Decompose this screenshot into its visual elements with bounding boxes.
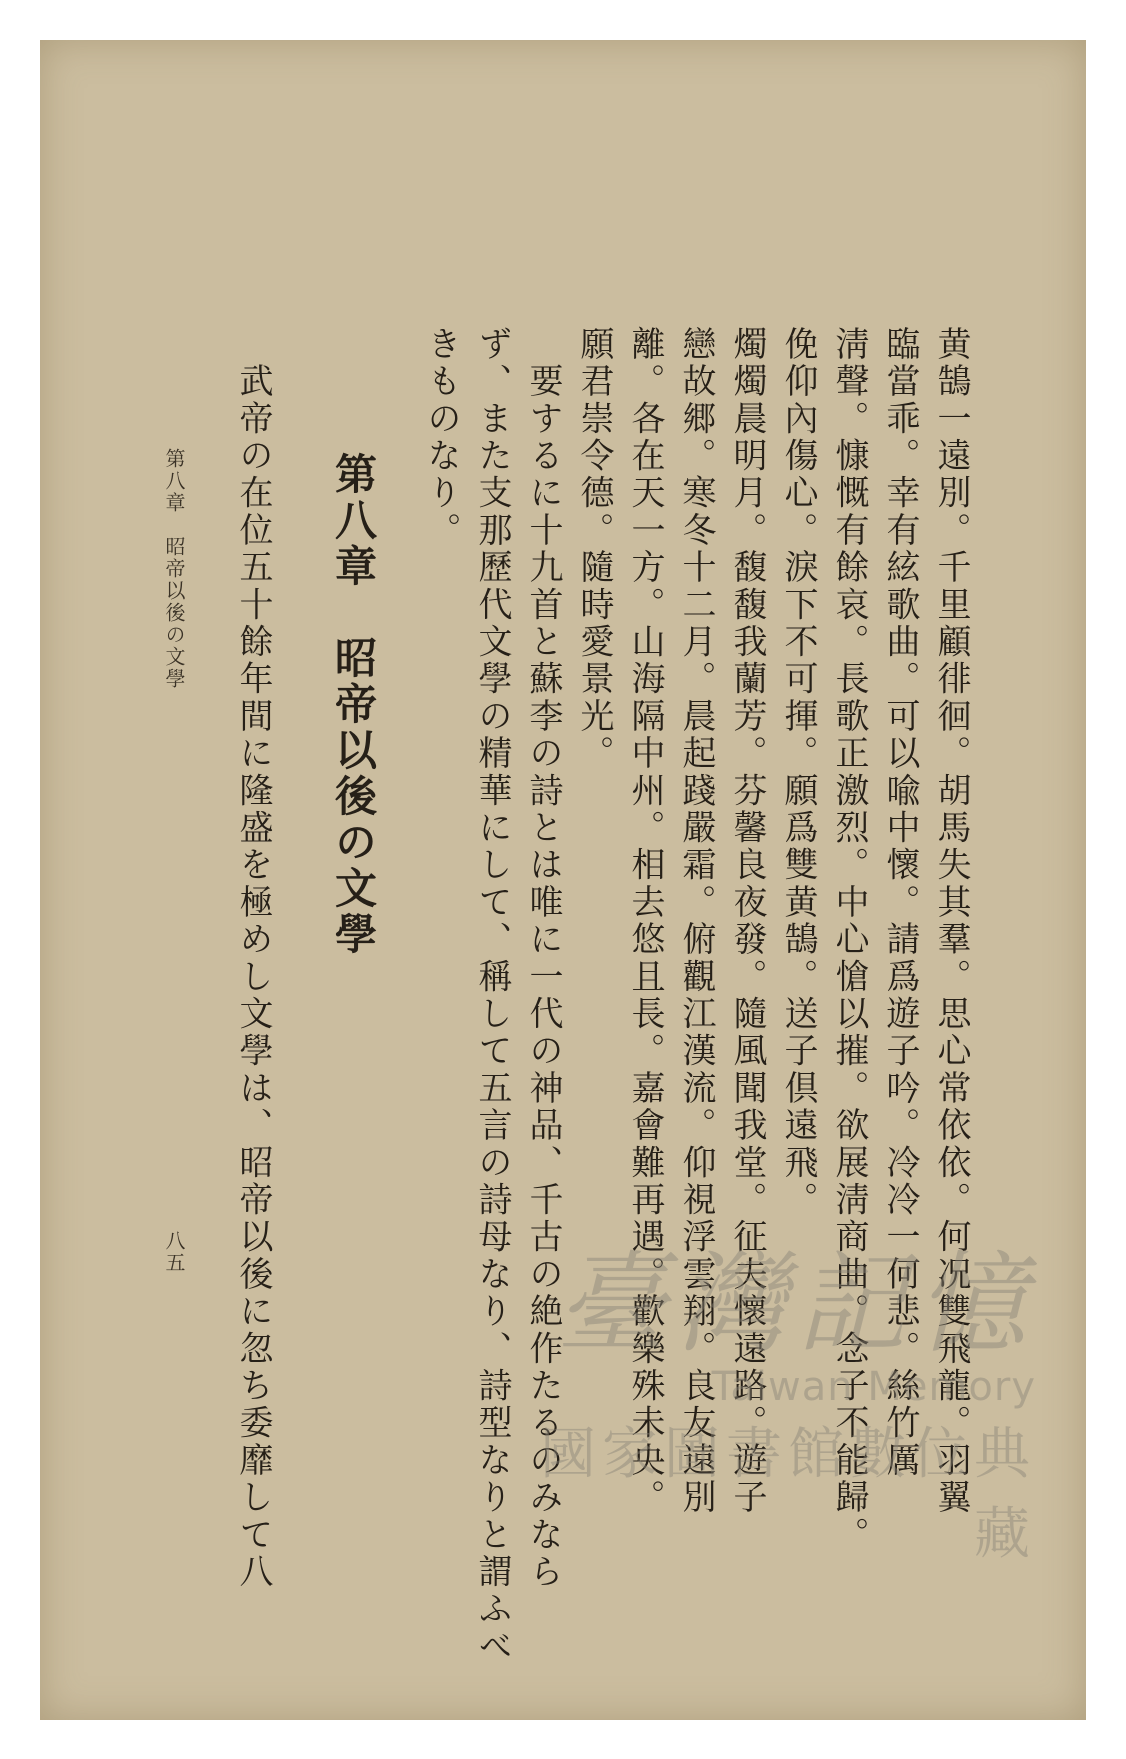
- text-column-3: 淸聲。慷慨有餘哀。長歌正激烈。中心愴以摧。欲展淸商曲。念子不能歸。: [829, 326, 869, 1554]
- book-page: [40, 40, 1086, 1720]
- text-column-10: ず、また支那歷代文學の精華にして、稱して五言の詩母なり、詩型なりと謂ふべ: [472, 326, 512, 1666]
- watermark-english: Taiwan Memory: [711, 1364, 1036, 1410]
- page-number: 八五: [162, 1230, 186, 1274]
- watermark-logo: 臺灣記憶: [556, 1240, 1036, 1368]
- text-column-8: 願君崇令德。隨時愛景光。: [574, 326, 614, 773]
- text-column-2: 臨當乖。幸有絃歌曲。可以喩中懷。請爲遊子吟。冷冷一何悲。絲竹厲: [880, 326, 920, 1480]
- watermark-chinese: 國家圖書館數位典藏: [540, 1422, 1036, 1567]
- text-column-5: 燭燭晨明月。馥馥我蘭芳。芬馨良夜發。隨風聞我堂。征夫懷遠路。遊子: [727, 326, 767, 1517]
- chapter-title: 第八章 昭帝以後の文學: [329, 452, 378, 958]
- text-column-6: 戀故郷。寒冬十二月。晨起踐嚴霜。俯觀江漢流。仰視浮雲翔。良友遠別: [676, 326, 716, 1517]
- text-column-12: 武帝の在位五十餘年間に隆盛を極めし文學は、昭帝以後に忽ち委靡して八: [233, 326, 273, 1591]
- watermark: [496, 1216, 1036, 1570]
- running-head: 第八章 昭帝以後の文學: [162, 448, 186, 690]
- text-column-7: 離。各在天一方。山海隔中州。相去悠且長。嘉會難再遇。歡樂殊未央。: [625, 326, 665, 1517]
- text-column-11: きものなり。: [421, 326, 461, 550]
- text-column-9: 要するに十九首と蘇李の詩とは唯に一代の神品、千古の絶作たるのみなら: [523, 326, 563, 1591]
- text-column-4: 俛仰內傷心。淚下不可揮。願爲雙黄鵠。送子倶遠飛。: [778, 326, 818, 1219]
- text-column-1: 黄鵠一遠別。千里顧徘徊。胡馬失其羣。思心常依依。何况雙飛龍。羽翼: [931, 326, 971, 1517]
